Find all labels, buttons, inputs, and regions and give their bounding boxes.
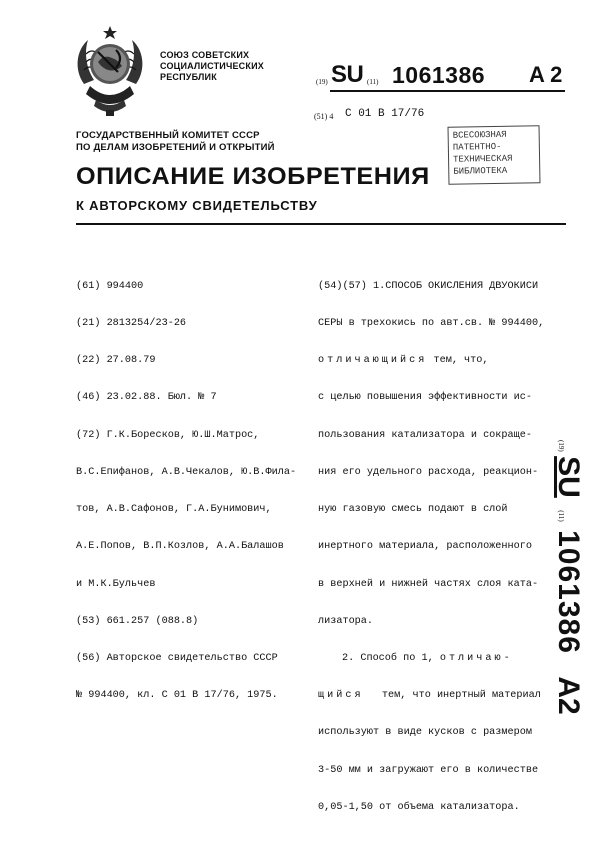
claim-spaced-word: отличаю- [439, 653, 513, 664]
biblio-line: (46) 23.02.88. Бюл. № 7 [76, 392, 217, 404]
claim-2-heading: 2. Способ по 1, [342, 653, 440, 664]
claim-line [318, 690, 544, 702]
side-number-block [552, 440, 586, 715]
biblio-line: (72) Г.К.Боресков, Ю.Ш.Матрос, [76, 429, 260, 441]
patent-number: 1061386 [392, 62, 486, 88]
committee-line: ПО ДЕЛАМ ИЗОБРЕТЕНИЙ И ОТКРЫТИЙ [76, 142, 275, 153]
inid-19: (19) [316, 78, 328, 86]
claim-line: с целью повышения эффективности ис- [318, 392, 532, 404]
claim-spaced-word: отличающийся [318, 355, 428, 367]
bibliographic-data [76, 256, 296, 715]
biblio-line: (53) 661.257 (088.8) [76, 615, 199, 627]
claim-text: тем, что, [427, 355, 489, 367]
stamp-line: ВСЕСОЮЗНАЯ [452, 129, 507, 141]
claims [318, 256, 544, 827]
biblio-line: тов, А.В.Сафонов, Г.А.Бунимович, [76, 504, 272, 516]
state-line: СОЮЗ СОВЕТСКИХ [160, 50, 250, 60]
side-number [551, 440, 585, 715]
claim-line: СЕРЫ в трехокись по авт.св. № 994400, [318, 318, 545, 330]
biblio-line: (22) 27.08.79 [76, 355, 156, 367]
claim-line [318, 653, 544, 665]
state-line: СОЦИАЛИСТИЧЕСКИХ [160, 61, 264, 71]
header-rule [330, 90, 565, 92]
side-patent-number: 1061386 [552, 530, 585, 654]
ussr-emblem-icon [70, 22, 150, 122]
inid-11: (11) [367, 78, 379, 86]
library-stamp [448, 125, 541, 185]
state-line: РЕСПУБЛИК [160, 72, 217, 82]
document-title: ОПИСАНИЕ ИЗОБРЕТЕНИЯ [76, 163, 430, 190]
stamp-line: ПАТЕНТНО- [452, 141, 502, 153]
claim-line: лизатора. [318, 615, 374, 627]
state-name [160, 50, 264, 83]
biblio-line: В.С.Епифанов, А.В.Чекалов, Ю.В.Фила- [76, 466, 297, 478]
biblio-line: (56) Авторское свидетельство СССР [76, 653, 278, 664]
stamp-line: БИБЛИОТЕКА [453, 165, 508, 177]
claim-line: в верхней и нижней частях слоя ката- [318, 578, 539, 590]
biblio-line: (61) 994400 [76, 280, 144, 292]
biblio-line: и М.К.Бульчев [76, 578, 156, 590]
claim-line: инертного материала, расположенного [318, 541, 532, 553]
claim-line: пользования катализатора и сокраще- [318, 429, 532, 441]
claim-line: 0,05-1,50 от объема катализатора. [318, 801, 520, 813]
claim-text: тем, что инертный материал [363, 690, 541, 702]
side-document-kind: A2 [552, 676, 585, 715]
claim-spaced-word: щийся [318, 690, 364, 702]
document-subtitle: К АВТОРСКОМУ СВИДЕТЕЛЬСТВУ [76, 198, 318, 213]
committee-name [76, 130, 275, 154]
stamp-line: ТЕХНИЧЕСКАЯ [452, 153, 513, 165]
claim-1-heading: (54)(57) 1.СПОСОБ ОКИСЛЕНИЯ ДВУОКИСИ [318, 280, 539, 292]
title-rule [76, 223, 566, 225]
document-kind: A 2 [529, 62, 563, 87]
biblio-line: (21) 2813254/23-26 [76, 318, 187, 330]
side-inid-19: (19) [557, 440, 565, 452]
claim-line: используют в виде кусков с размером [318, 727, 532, 739]
biblio-line: А.Е.Попов, В.П.Козлов, А.А.Балашов [76, 541, 284, 553]
side-country-code: SU [552, 456, 585, 498]
biblio-line: № 994400, кл. С 01 В 17/76, 1975. [76, 690, 278, 702]
inid-51: (51) 4 [314, 112, 334, 121]
side-inid-11: (11) [557, 510, 565, 522]
claim-line: ную газовую смесь подают в слой [318, 504, 508, 516]
country-code: SU [331, 61, 364, 88]
claim-line: 3-50 мм и загружают его в количестве [318, 764, 539, 776]
ipc-class: С 01 В 17/76 [345, 108, 425, 120]
claim-line [318, 355, 544, 367]
committee-line: ГОСУДАРСТВЕННЫЙ КОМИТЕТ СССР [76, 130, 260, 141]
claim-line: ния его удельного расхода, реакцион- [318, 466, 539, 478]
